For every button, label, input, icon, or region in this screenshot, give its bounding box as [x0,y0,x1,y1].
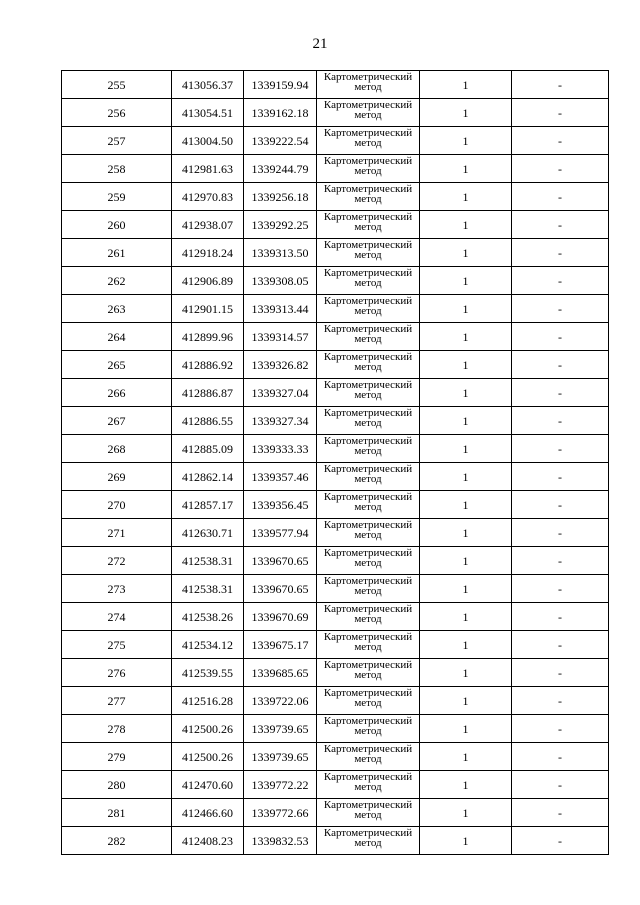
description-cell: - [512,155,609,183]
x-coordinate-cell: 412534.12 [172,631,244,659]
x-coordinate-cell: 412886.87 [172,379,244,407]
quantity-cell: 1 [420,183,512,211]
point-number-cell: 278 [62,715,172,743]
y-coordinate-cell: 1339314.57 [244,323,317,351]
y-coordinate-cell: 1339327.04 [244,379,317,407]
method-cell [317,463,420,491]
description-cell: - [512,631,609,659]
y-coordinate-cell: 1339222.54 [244,127,317,155]
quantity-cell: 1 [420,743,512,771]
x-coordinate-cell: 412538.31 [172,547,244,575]
quantity-cell: 1 [420,491,512,519]
y-coordinate-cell: 1339356.45 [244,491,317,519]
x-coordinate-cell: 412538.31 [172,575,244,603]
table-row [62,771,609,799]
method-cell [317,351,420,379]
y-coordinate-cell: 1339313.50 [244,239,317,267]
x-coordinate-cell: 412466.60 [172,799,244,827]
method-cell [317,575,420,603]
table-row [62,323,609,351]
y-coordinate-cell: 1339685.65 [244,659,317,687]
quantity-cell: 1 [420,99,512,127]
method-line-1: Картометрический [323,463,413,475]
description-cell: - [512,379,609,407]
table-body [62,71,609,855]
method-line-2: метод [354,781,382,793]
y-coordinate-cell: 1339772.66 [244,799,317,827]
method-cell [317,547,420,575]
point-number-cell: 277 [62,687,172,715]
description-cell: - [512,351,609,379]
method-line-1: Картометрический [323,519,413,531]
method-cell [317,267,420,295]
method-cell [317,323,420,351]
table-row [62,127,609,155]
point-number-cell: 255 [62,71,172,99]
x-coordinate-cell: 412901.15 [172,295,244,323]
method-line-2: метод [354,529,382,541]
method-line-2: метод [354,585,382,597]
y-coordinate-cell: 1339244.79 [244,155,317,183]
y-coordinate-cell: 1339256.18 [244,183,317,211]
point-number-cell: 257 [62,127,172,155]
x-coordinate-cell: 412500.26 [172,743,244,771]
point-number-cell: 267 [62,407,172,435]
quantity-cell: 1 [420,547,512,575]
description-cell: - [512,183,609,211]
method-cell [317,127,420,155]
quantity-cell: 1 [420,687,512,715]
method-line-2: метод [354,753,382,765]
method-cell [317,799,420,827]
point-number-cell: 265 [62,351,172,379]
x-coordinate-cell: 412906.89 [172,267,244,295]
method-cell [317,519,420,547]
table-row [62,687,609,715]
y-coordinate-cell: 1339292.25 [244,211,317,239]
x-coordinate-cell: 412539.55 [172,659,244,687]
table-row [62,435,609,463]
point-number-cell: 269 [62,463,172,491]
method-line-1: Картометрический [323,603,413,615]
method-line-2: метод [354,501,382,513]
method-line-1: Картометрический [323,771,413,783]
method-cell [317,687,420,715]
table-row [62,267,609,295]
point-number-cell: 261 [62,239,172,267]
method-line-1: Картометрический [323,211,413,223]
table-row [62,715,609,743]
method-line-1: Картометрический [323,631,413,643]
quantity-cell: 1 [420,71,512,99]
method-line-1: Картометрический [323,127,413,139]
table-row [62,491,609,519]
x-coordinate-cell: 412470.60 [172,771,244,799]
y-coordinate-cell: 1339326.82 [244,351,317,379]
table-row [62,351,609,379]
point-number-cell: 262 [62,267,172,295]
method-line-2: метод [354,837,382,849]
description-cell: - [512,295,609,323]
quantity-cell: 1 [420,155,512,183]
method-line-1: Картометрический [323,659,413,671]
method-line-2: метод [354,193,382,205]
point-number-cell: 266 [62,379,172,407]
method-line-1: Картометрический [323,827,413,839]
method-line-2: метод [354,137,382,149]
method-line-2: метод [354,445,382,457]
quantity-cell: 1 [420,575,512,603]
quantity-cell: 1 [420,827,512,855]
quantity-cell: 1 [420,267,512,295]
y-coordinate-cell: 1339832.53 [244,827,317,855]
x-coordinate-cell: 413054.51 [172,99,244,127]
quantity-cell: 1 [420,239,512,267]
method-cell [317,659,420,687]
description-cell: - [512,71,609,99]
table-row [62,71,609,99]
method-line-1: Картометрический [323,183,413,195]
description-cell: - [512,267,609,295]
method-cell [317,99,420,127]
table-row [62,99,609,127]
x-coordinate-cell: 412886.55 [172,407,244,435]
table-row [62,155,609,183]
table-row [62,659,609,687]
quantity-cell: 1 [420,295,512,323]
description-cell: - [512,323,609,351]
quantity-cell: 1 [420,211,512,239]
point-number-cell: 256 [62,99,172,127]
method-cell [317,155,420,183]
method-line-2: метод [354,417,382,429]
description-cell: - [512,547,609,575]
y-coordinate-cell: 1339327.34 [244,407,317,435]
quantity-cell: 1 [420,519,512,547]
method-cell [317,211,420,239]
x-coordinate-cell: 412918.24 [172,239,244,267]
method-line-1: Картометрический [323,99,413,111]
x-coordinate-cell: 412862.14 [172,463,244,491]
x-coordinate-cell: 412538.26 [172,603,244,631]
method-line-2: метод [354,221,382,233]
description-cell: - [512,127,609,155]
table-row [62,183,609,211]
method-cell [317,435,420,463]
x-coordinate-cell: 412500.26 [172,715,244,743]
description-cell: - [512,799,609,827]
y-coordinate-cell: 1339308.05 [244,267,317,295]
description-cell: - [512,659,609,687]
point-number-cell: 264 [62,323,172,351]
point-number-cell: 270 [62,491,172,519]
point-number-cell: 259 [62,183,172,211]
method-cell [317,183,420,211]
point-number-cell: 276 [62,659,172,687]
method-line-1: Картометрический [323,687,413,699]
method-line-2: метод [354,613,382,625]
x-coordinate-cell: 412938.07 [172,211,244,239]
method-cell [317,771,420,799]
x-coordinate-cell: 413056.37 [172,71,244,99]
x-coordinate-cell: 413004.50 [172,127,244,155]
method-line-1: Картометрический [323,239,413,251]
point-number-cell: 268 [62,435,172,463]
method-cell [317,631,420,659]
y-coordinate-cell: 1339357.46 [244,463,317,491]
method-line-2: метод [354,473,382,485]
method-line-2: метод [354,305,382,317]
coordinates-table [61,70,609,855]
x-coordinate-cell: 412885.09 [172,435,244,463]
point-number-cell: 275 [62,631,172,659]
description-cell: - [512,771,609,799]
method-line-1: Картометрический [323,295,413,307]
method-cell [317,743,420,771]
method-line-1: Картометрический [323,435,413,447]
quantity-cell: 1 [420,127,512,155]
table-row [62,239,609,267]
x-coordinate-cell: 412970.83 [172,183,244,211]
quantity-cell: 1 [420,323,512,351]
method-line-2: метод [354,697,382,709]
method-line-1: Картометрический [323,323,413,335]
method-line-1: Картометрический [323,351,413,363]
method-line-2: метод [354,557,382,569]
y-coordinate-cell: 1339670.65 [244,547,317,575]
description-cell: - [512,239,609,267]
method-line-2: метод [354,249,382,261]
description-cell: - [512,687,609,715]
point-number-cell: 282 [62,827,172,855]
point-number-cell: 272 [62,547,172,575]
method-line-1: Картометрический [323,155,413,167]
y-coordinate-cell: 1339670.65 [244,575,317,603]
method-line-2: метод [354,81,382,93]
table-row [62,827,609,855]
method-cell [317,407,420,435]
y-coordinate-cell: 1339313.44 [244,295,317,323]
quantity-cell: 1 [420,603,512,631]
table-row [62,603,609,631]
x-coordinate-cell: 412886.92 [172,351,244,379]
point-number-cell: 281 [62,799,172,827]
x-coordinate-cell: 412899.96 [172,323,244,351]
method-line-2: метод [354,109,382,121]
quantity-cell: 1 [420,631,512,659]
page-number: 21 [312,36,328,52]
table-row [62,547,609,575]
method-line-1: Картометрический [323,267,413,279]
method-line-1: Картометрический [323,799,413,811]
quantity-cell: 1 [420,659,512,687]
description-cell: - [512,715,609,743]
method-line-1: Картометрический [323,575,413,587]
method-cell [317,379,420,407]
description-cell: - [512,99,609,127]
y-coordinate-cell: 1339670.69 [244,603,317,631]
method-line-2: метод [354,165,382,177]
description-cell: - [512,519,609,547]
table-row [62,407,609,435]
table-row [62,631,609,659]
y-coordinate-cell: 1339739.65 [244,715,317,743]
method-cell [317,827,420,855]
quantity-cell: 1 [420,351,512,379]
method-cell [317,71,420,99]
method-cell [317,239,420,267]
method-line-2: метод [354,361,382,373]
method-line-2: метод [354,809,382,821]
point-number-cell: 260 [62,211,172,239]
x-coordinate-cell: 412516.28 [172,687,244,715]
y-coordinate-cell: 1339333.33 [244,435,317,463]
point-number-cell: 280 [62,771,172,799]
method-line-1: Картометрический [323,491,413,503]
quantity-cell: 1 [420,463,512,491]
method-line-1: Картометрический [323,379,413,391]
y-coordinate-cell: 1339577.94 [244,519,317,547]
description-cell: - [512,743,609,771]
y-coordinate-cell: 1339772.22 [244,771,317,799]
table-row [62,743,609,771]
quantity-cell: 1 [420,771,512,799]
table-row [62,463,609,491]
method-line-1: Картометрический [323,715,413,727]
table-row [62,211,609,239]
description-cell: - [512,463,609,491]
quantity-cell: 1 [420,407,512,435]
table-row [62,799,609,827]
method-line-1: Картометрический [323,407,413,419]
point-number-cell: 274 [62,603,172,631]
quantity-cell: 1 [420,799,512,827]
quantity-cell: 1 [420,379,512,407]
x-coordinate-cell: 412981.63 [172,155,244,183]
point-number-cell: 279 [62,743,172,771]
method-line-2: метод [354,725,382,737]
method-line-2: метод [354,333,382,345]
point-number-cell: 263 [62,295,172,323]
table-row [62,295,609,323]
method-cell [317,715,420,743]
method-line-1: Картометрический [323,743,413,755]
method-line-1: Картометрический [323,547,413,559]
description-cell: - [512,491,609,519]
method-line-2: метод [354,389,382,401]
y-coordinate-cell: 1339159.94 [244,71,317,99]
x-coordinate-cell: 412408.23 [172,827,244,855]
table-row [62,519,609,547]
table-row [62,379,609,407]
y-coordinate-cell: 1339162.18 [244,99,317,127]
x-coordinate-cell: 412630.71 [172,519,244,547]
method-cell [317,295,420,323]
y-coordinate-cell: 1339675.17 [244,631,317,659]
method-line-2: метод [354,669,382,681]
description-cell: - [512,211,609,239]
quantity-cell: 1 [420,435,512,463]
method-cell [317,491,420,519]
point-number-cell: 258 [62,155,172,183]
description-cell: - [512,603,609,631]
point-number-cell: 273 [62,575,172,603]
quantity-cell: 1 [420,715,512,743]
method-line-2: метод [354,641,382,653]
description-cell: - [512,827,609,855]
description-cell: - [512,575,609,603]
y-coordinate-cell: 1339722.06 [244,687,317,715]
method-line-1: Картометрический [323,71,413,83]
table-row [62,575,609,603]
description-cell: - [512,407,609,435]
method-line-2: метод [354,277,382,289]
method-cell [317,603,420,631]
point-number-cell: 271 [62,519,172,547]
x-coordinate-cell: 412857.17 [172,491,244,519]
y-coordinate-cell: 1339739.65 [244,743,317,771]
description-cell: - [512,435,609,463]
